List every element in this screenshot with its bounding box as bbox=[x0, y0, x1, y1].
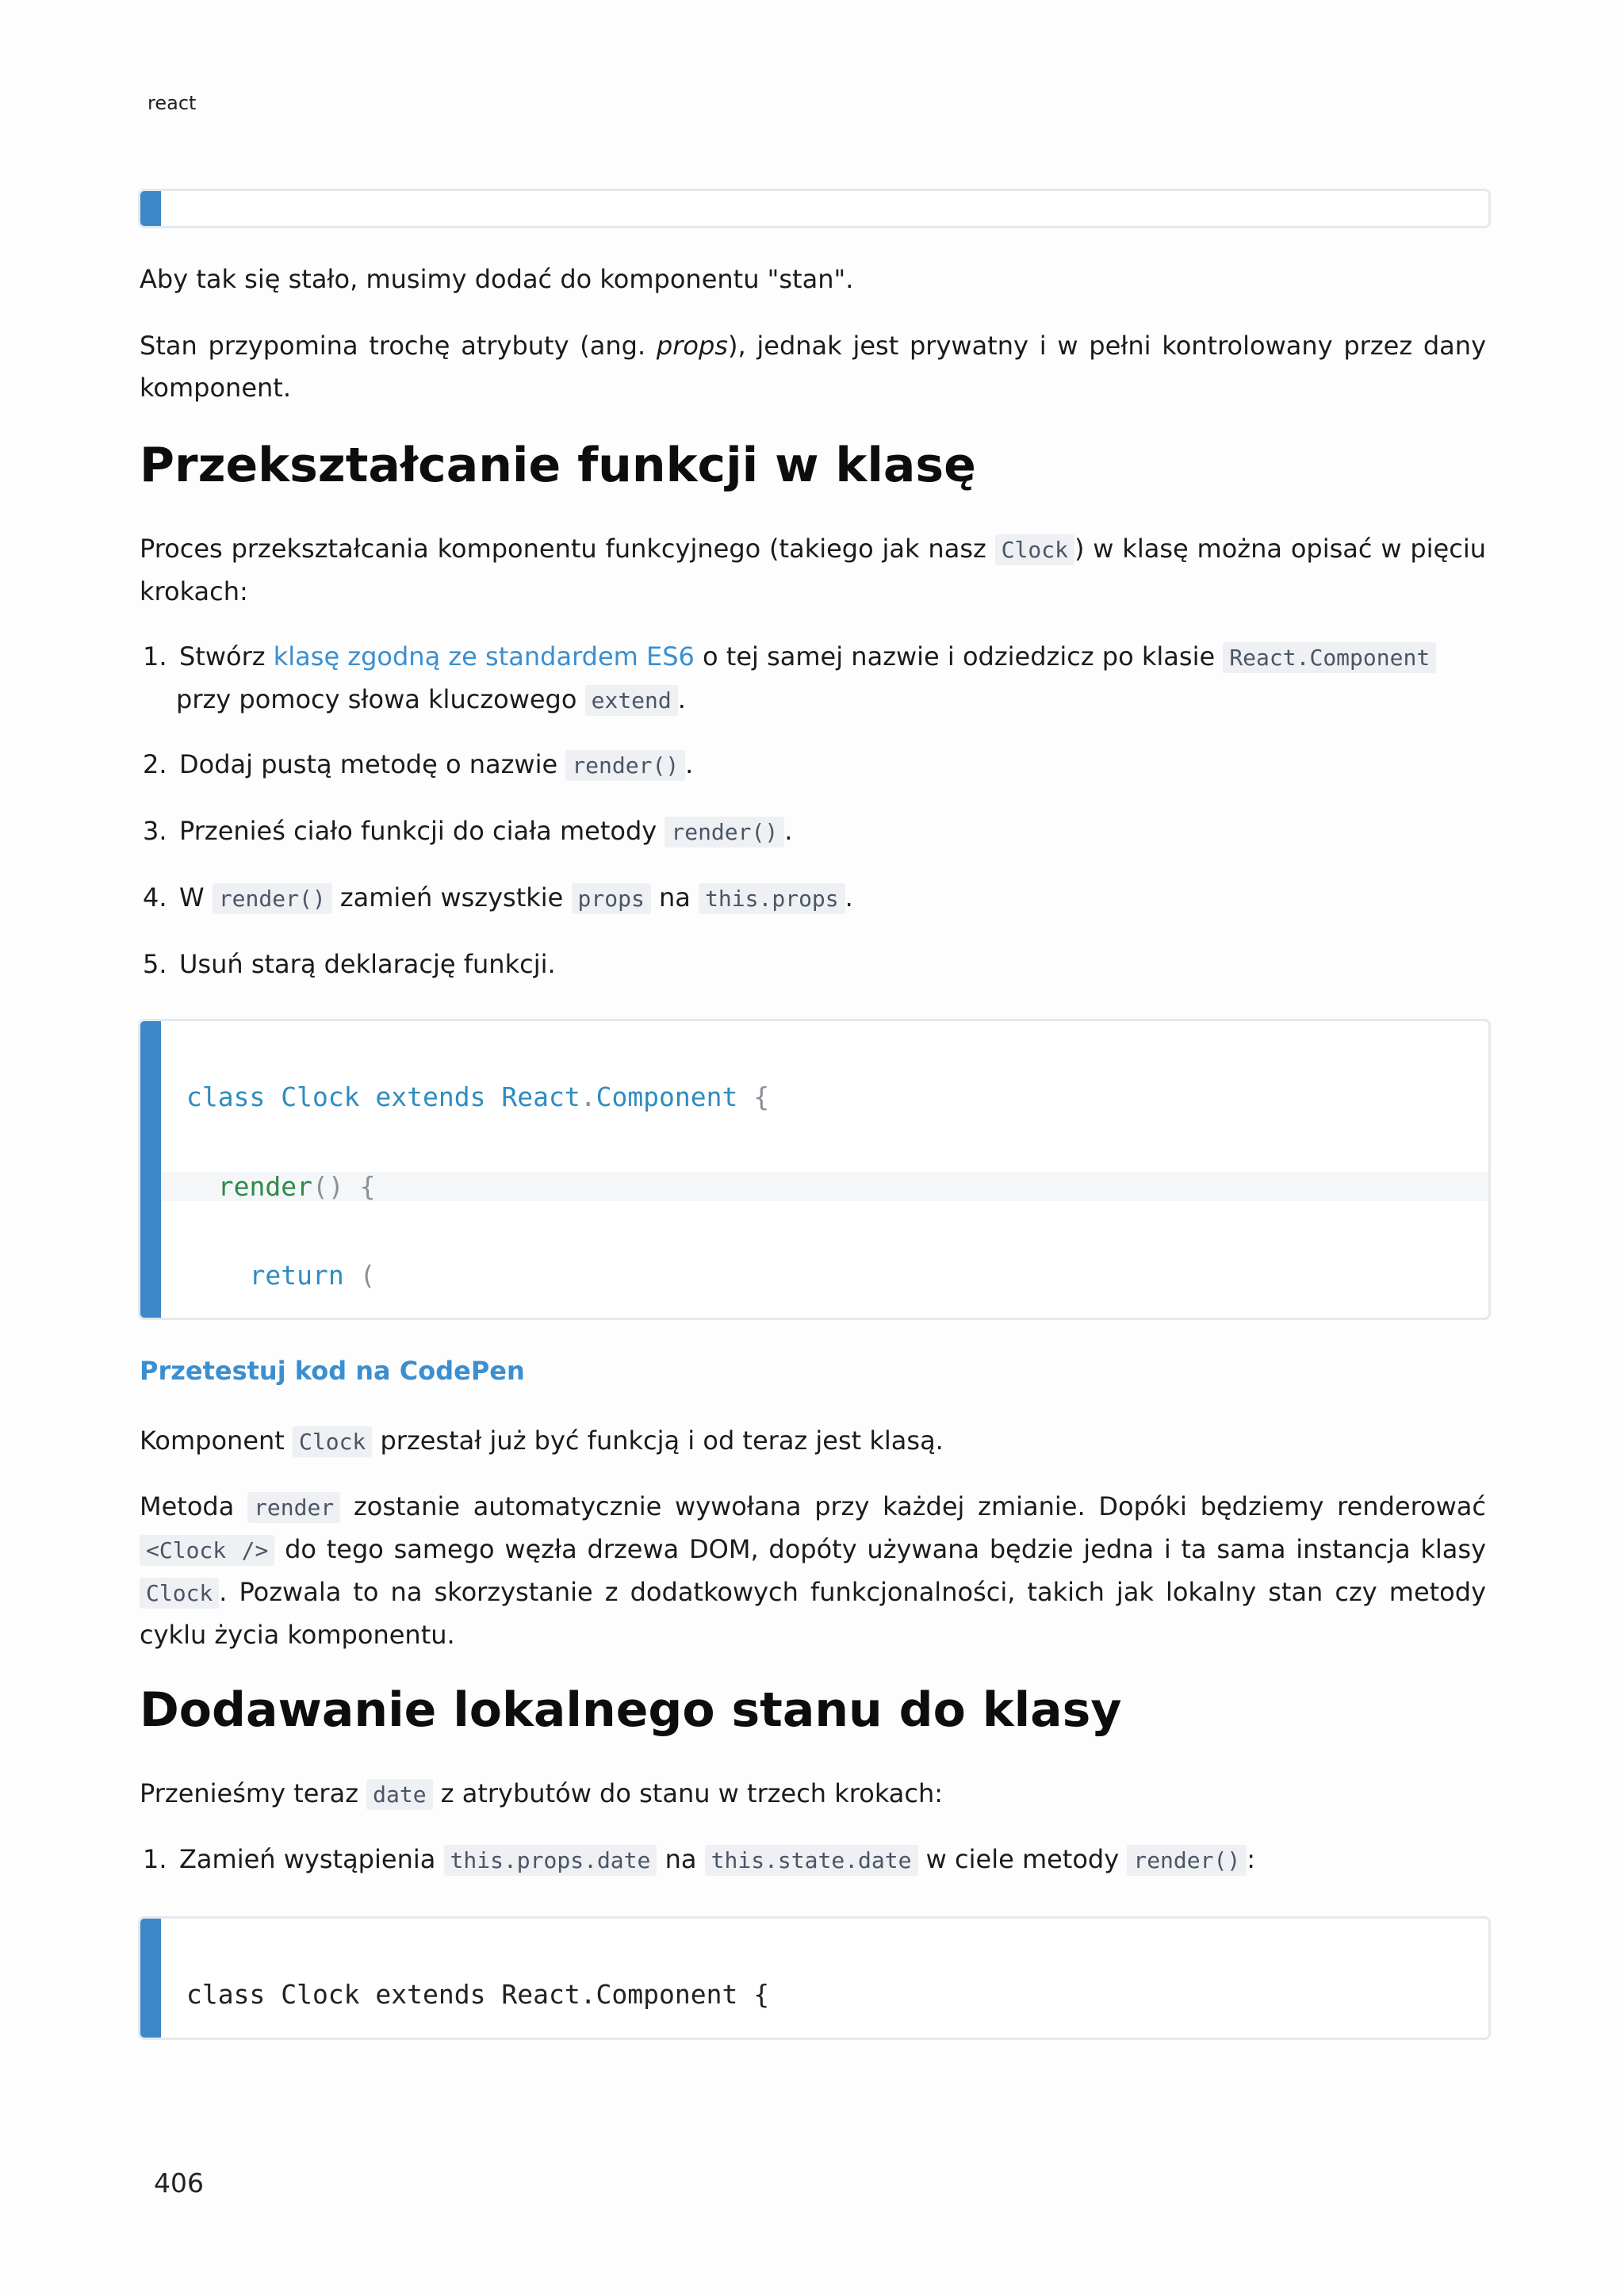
inline-code: React.Component bbox=[1223, 642, 1436, 673]
code-block-clock-class bbox=[138, 1019, 1491, 1320]
code-block-accent-bar bbox=[140, 191, 161, 226]
codepen-link[interactable]: Przetestuj kod na CodePen bbox=[140, 1356, 525, 1386]
inline-code: render() bbox=[665, 817, 784, 848]
code-block-accent-bar bbox=[140, 1919, 161, 2038]
inline-code: render bbox=[247, 1492, 340, 1523]
code-block-clock-class-partial bbox=[138, 1916, 1491, 2040]
list-item: 1. Stwórz klasę zgodną ze standardem ES6 o tej samej nazwie i odziedzicz po klasie React.Component przy pomocy słowa kluczowego extend . bbox=[140, 636, 1486, 721]
code-line: render() { bbox=[161, 1172, 1488, 1202]
list-item: 1. Zamień wystąpienia this.props.date na this.state.date w ciele metody render() : bbox=[143, 1844, 1255, 1874]
list-item: 4. W render() zamień wszystkie props na this.props . bbox=[143, 882, 853, 913]
inline-code: <Clock /> bbox=[140, 1535, 274, 1566]
inline-code: render() bbox=[213, 883, 332, 914]
list-item: 3. Przenieś ciało funkcji do ciała metody render() . bbox=[143, 816, 793, 846]
es6-class-link[interactable]: klasę zgodną ze standardem ES6 bbox=[273, 641, 695, 672]
inline-code: render() bbox=[1127, 1845, 1247, 1876]
section-heading-local-state: Dodawanie lokalnego stanu do klasy bbox=[140, 1682, 1122, 1738]
list-item: 2. Dodaj pustą metodę o nazwie render() . bbox=[143, 749, 694, 779]
paragraph-convert-intro: Proces przekształcania komponentu funkcyjnego (takiego jak nasz Clock ) w klasę można opisać w pięciu krokach: bbox=[140, 534, 1487, 607]
inline-code: extend bbox=[585, 685, 678, 716]
inline-code: this.state.date bbox=[705, 1845, 918, 1876]
inline-code: Clock bbox=[140, 1578, 219, 1609]
inline-code: Clock bbox=[293, 1426, 372, 1457]
section-heading-convert-function: Przekształcanie funkcji w klasę bbox=[140, 438, 976, 493]
code-block-accent-bar bbox=[140, 1021, 161, 1318]
paragraph-intro-1: Aby tak się stało, musimy dodać do komponentu "stan". bbox=[140, 264, 854, 294]
code-block-render-call bbox=[138, 189, 1491, 228]
running-header: react bbox=[147, 92, 197, 114]
inline-code: render() bbox=[565, 750, 685, 781]
inline-code: props bbox=[572, 883, 651, 914]
paragraph-intro-2: Stan przypomina trochę atrybuty (ang. props), jednak jest prywatny i w pełni kontrolowany przez dany komponent. bbox=[140, 331, 1487, 403]
code-line: class Clock extends React.Component { bbox=[186, 1081, 770, 1112]
code-line: class Clock extends React.Component { bbox=[186, 1979, 770, 2010]
paragraph-component-class: Komponent Clock przestał już być funkcją i od teraz jest klasą. bbox=[140, 1425, 944, 1456]
inline-code: date bbox=[366, 1779, 432, 1810]
list-item: 5. Usuń starą deklarację funkcji. bbox=[143, 949, 556, 979]
inline-code: this.props bbox=[699, 883, 845, 914]
paragraph-render-method: Metoda render zostanie automatycznie wywołana przy każdej zmianie. Dopóki będziemy renderować <Clock /> do tego samego węzła drzewa DOM, dopóty używana będzie jedna i ta sama instancja klasy Clock . Pozwala to na skorzystanie z dodatkowych funkcjonalności, takich jak lokalny stan czy metody cyklu życia komponentu. bbox=[140, 1491, 1487, 1650]
inline-code: this.props.date bbox=[444, 1845, 657, 1876]
inline-code: Clock bbox=[995, 534, 1074, 565]
page-number: 406 bbox=[154, 2168, 204, 2198]
code-line: return ( bbox=[249, 1260, 376, 1291]
paragraph-move-date: Przenieśmy teraz date z atrybutów do stanu w trzech krokach: bbox=[140, 1778, 944, 1808]
